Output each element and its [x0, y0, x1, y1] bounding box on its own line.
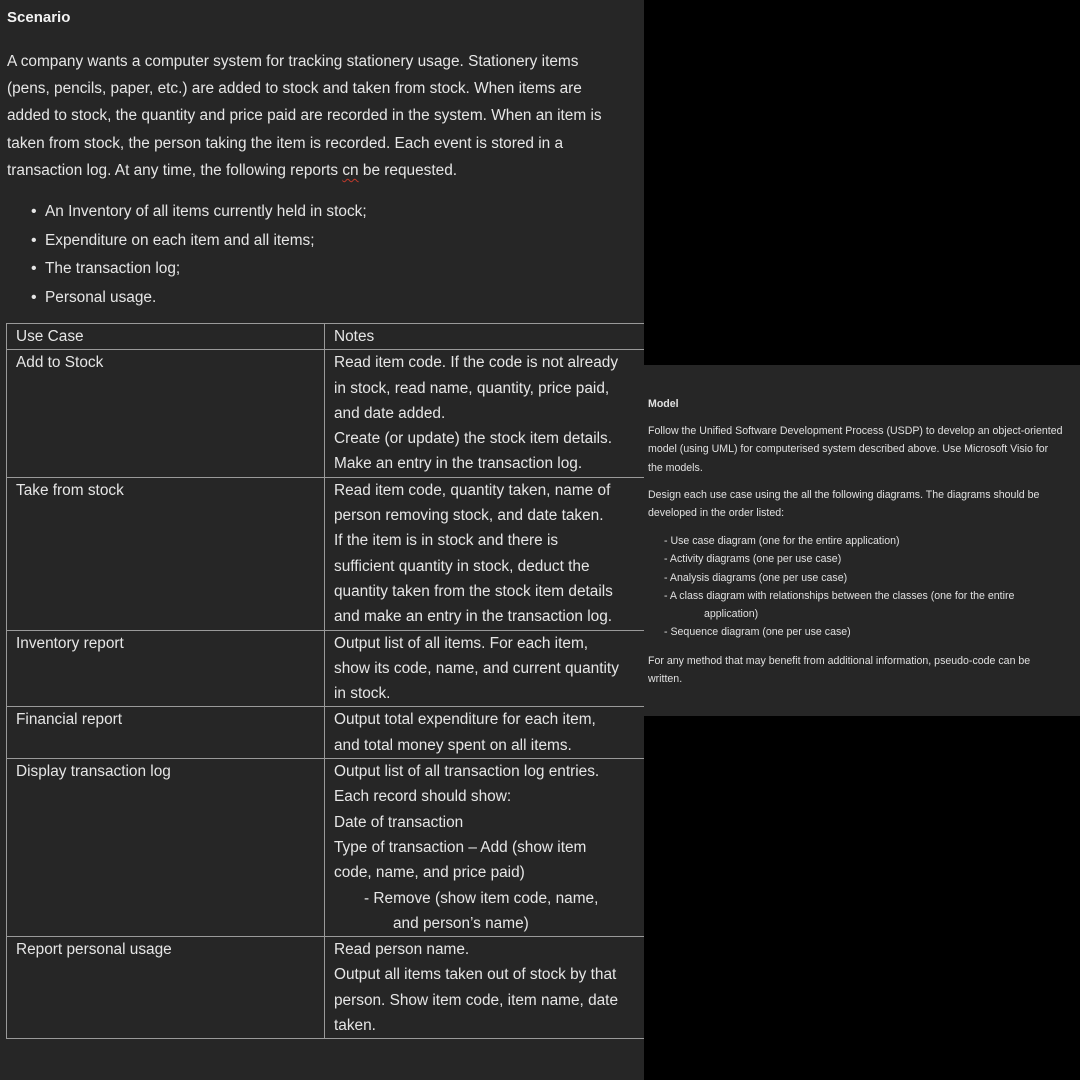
- note-line: quantity taken from the stock item details: [334, 582, 613, 600]
- diagram-item: - A class diagram with relationships between the classes (one for the entire: [664, 589, 1015, 602]
- table-row: [7, 350, 645, 477]
- note-line: Output list of all transaction log entries.: [334, 763, 600, 781]
- scenario-line-text: transaction log. At any time, the following reports: [7, 161, 343, 179]
- model-heading: Model: [648, 398, 679, 410]
- note-line: - Remove (show item code, name,: [364, 889, 599, 907]
- model-panel: [644, 365, 1080, 716]
- use-case-cell: Add to Stock: [7, 350, 325, 477]
- note-line: and total money spent on all items.: [334, 736, 572, 754]
- note-line: If the item is in stock and there is: [334, 532, 559, 550]
- design-intro: [648, 486, 1080, 523]
- use-case-cell: Financial report: [7, 707, 325, 759]
- diagram-list: [664, 532, 1014, 642]
- bullet-item: • The transaction log;: [31, 255, 367, 284]
- diagram-item: - Activity diagrams (one per use case): [664, 553, 842, 566]
- pseudo-line: For any method that may benefit from additional information, pseudo-code can be: [648, 655, 1031, 667]
- design-line: Design each use case using the all the following diagrams. The diagrams should be: [648, 489, 1040, 501]
- table-row: [7, 759, 645, 937]
- model-intro: [648, 422, 1080, 477]
- scenario-paragraph: [7, 48, 644, 184]
- note-line: Read item code, quantity taken, name of: [334, 481, 611, 499]
- scenario-line: A company wants a computer system for tracking stationery usage. Stationery items: [7, 53, 579, 70]
- note-line: Make an entry in the transaction log.: [334, 455, 583, 473]
- note-line: in stock.: [334, 685, 391, 703]
- use-case-cell: Report personal usage: [7, 937, 325, 1039]
- note-line: Date of transaction: [334, 813, 464, 831]
- report-bullet-list: [31, 198, 367, 312]
- table-row: [7, 707, 645, 759]
- note-line: person removing stock, and date taken.: [334, 507, 604, 525]
- table-row: [7, 937, 645, 1039]
- note-line: and person’s name): [393, 914, 529, 932]
- header-notes: Notes: [325, 324, 645, 350]
- design-line: developed in the order listed:: [648, 507, 785, 520]
- notes-cell: [325, 937, 645, 1039]
- note-line: show its code, name, and current quantity: [334, 659, 619, 677]
- note-line: Output list of all items. For each item,: [334, 634, 589, 652]
- use-case-cell: Take from stock: [7, 477, 325, 630]
- use-case-cell: Inventory report: [7, 630, 325, 707]
- notes-cell: [325, 477, 645, 630]
- note-line: person. Show item code, item name, date: [334, 991, 619, 1009]
- note-line: taken.: [334, 1017, 376, 1035]
- model-line: Follow the Unified Software Development Process (USDP) to develop an object-oriented: [648, 425, 1063, 437]
- bullet-item: • Personal usage.: [31, 284, 367, 313]
- use-case-table: [6, 323, 644, 1039]
- scenario-line-end: be requested.: [358, 161, 458, 179]
- notes-cell: [325, 707, 645, 759]
- note-line: in stock, read name, quantity, price paid,: [334, 379, 610, 397]
- table-row: [7, 477, 645, 630]
- note-line: and make an entry in the transaction log.: [334, 608, 613, 626]
- scenario-line: taken from stock, the person taking the item is recorded. Each event is stored in a: [7, 134, 564, 152]
- table-row: [7, 630, 645, 707]
- diagram-item: - Sequence diagram (one per use case): [664, 626, 851, 639]
- pseudo-code-note: [648, 652, 1080, 689]
- use-case-cell: Display transaction log: [7, 759, 325, 937]
- scenario-line: (pens, pencils, paper, etc.) are added to stock and taken from stock. When items are: [7, 80, 582, 98]
- note-line: Each record should show:: [334, 788, 512, 806]
- scenario-heading: Scenario: [7, 9, 71, 26]
- bullet-item: • An Inventory of all items currently held in stock;: [31, 198, 367, 227]
- header-use-case: Use Case: [7, 324, 325, 350]
- pseudo-line: written.: [648, 673, 683, 686]
- note-line: Read item code. If the code is not already: [334, 354, 619, 372]
- notes-cell: [325, 350, 645, 477]
- diagram-item: application): [704, 608, 759, 621]
- note-line: Type of transaction – Add (show item: [334, 838, 587, 856]
- model-line: model (using UML) for computerised system described above. Use Microsoft Visio for: [648, 443, 1049, 456]
- note-line: Read person name.: [334, 941, 470, 959]
- note-line: Output total expenditure for each item,: [334, 711, 596, 729]
- notes-cell: [325, 759, 645, 937]
- note-line: and date added.: [334, 404, 446, 422]
- misspelled-word[interactable]: cn: [342, 161, 359, 179]
- diagram-item: - Use case diagram (one for the entire application): [664, 535, 900, 547]
- note-line: sufficient quantity in stock, deduct the: [334, 557, 590, 575]
- note-line: Output all items taken out of stock by that: [334, 966, 617, 984]
- scenario-line: [7, 157, 644, 184]
- notes-cell: [325, 630, 645, 707]
- note-line: code, name, and price paid): [334, 864, 525, 882]
- bullet-item: • Expenditure on each item and all items;: [31, 227, 367, 256]
- note-line: Create (or update) the stock item details.: [334, 430, 613, 448]
- diagram-item: - Analysis diagrams (one per use case): [664, 571, 848, 584]
- table-header-row: [7, 324, 645, 350]
- model-line: the models.: [648, 461, 703, 474]
- scenario-line: added to stock, the quantity and price paid are recorded in the system. When an item is: [7, 107, 602, 125]
